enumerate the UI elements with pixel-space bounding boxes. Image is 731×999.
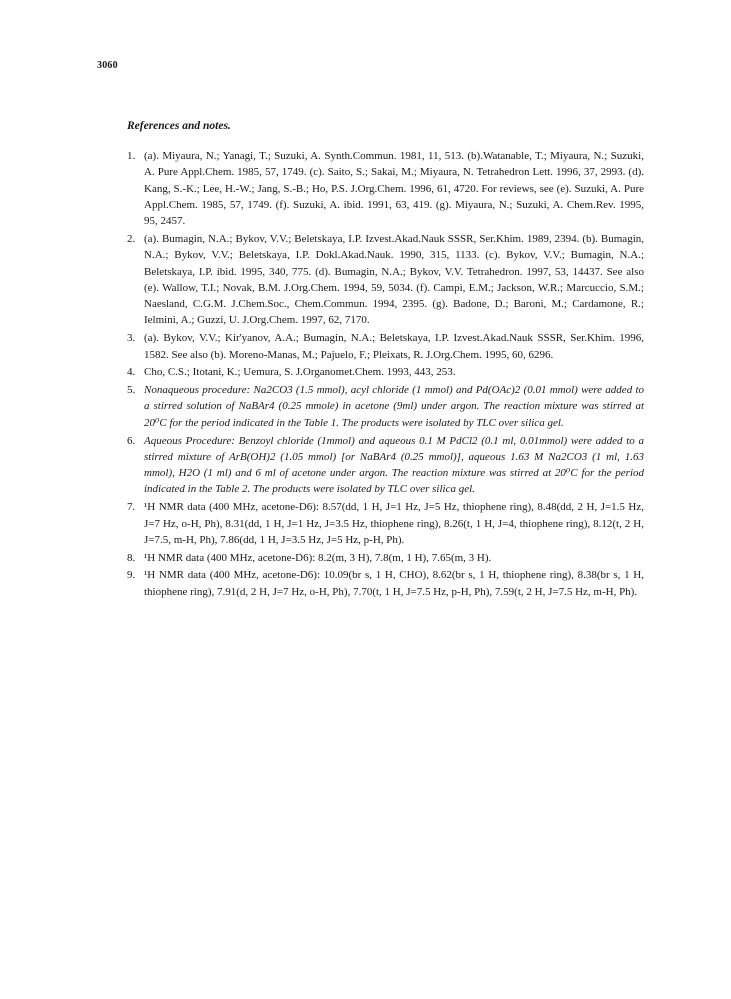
reference-4: [127, 364, 644, 380]
reference-text: Nonaqueous procedure: Na2CO3 (1.5 mmol), acyl chloride (1 mmol) and Pd(OAc)2 (0.01 mmol) were added to a stirred solution of NaBAr4 (0.25 mmole) in acetone (9ml) under argon. The reaction mixture was stirred at 20⁰C for the period indicated in the Table 1. The products were isolated by TLC over silica gel.: [144, 384, 644, 429]
reference-text: (a). Miyaura, N.; Yanagi, T.; Suzuki, A. Synth.Commun. 1981, 11, 513. (b).Watanable, T.; Miyaura, N.; Suzuki, A. Pure Appl.Chem. 1985, 57, 1749. (c). Saito, S.; Sakai, M.; Miyaura, N. Tetrahedron Lett. 1996, 37, 2993. (d). Kang, S.-K.; Lee, H.-W.; Jang, S.-B.; Ho, P.S. J.Org.Chem. 1996, 61, 4720. For reviews, see (e). Suzuki, A. Pure Appl.Chem. 1985, 57, 1749. (f). Suzuki, A. ibid. 1991, 63, 419. (g). Miyaura, N.; Suzuki, A. Chem.Rev. 1995, 95, 2457.: [144, 150, 644, 228]
reference-text: ¹H NMR data (400 MHz, acetone-D6): 8.57(dd, 1 H, J=1 Hz, J=5 Hz, thiophene ring), 8.48(dd, 2 H, J=1.5 Hz, J=7 Hz, o-H, Ph), 8.31(dd, 1 H, J=1 Hz, J=3.5 Hz, thiophene ring), 8.26(t, 1 H, J=4, thiophene ring), 8.12(t, 2 H, J=7.5, m-H, Ph), 7.86(dd, 1 H, J=3.5 Hz, J=5 Hz, p-H, Ph).: [144, 501, 644, 546]
reference-text: (a). Bumagin, N.A.; Bykov, V.V.; Beletskaya, I.P. Izvest.Akad.Nauk SSSR, Ser.Khim. 1989, 2394. (b). Bumagin, N.A.; Bykov, V.V.; Beletskaya, I.P. Dokl.Akad.Nauk. 1990, 315, 1133. (c). Bykov, V.V.; Bumagin, N.A.; Beletskaya, I.P. ibid. 1995, 340, 775. (d). Bumagin, N.A.; Bykov, V.V. Tetrahedron. 1997, 53, 14437. See also (e). Wallow, T.I.; Novak, B.M. J.Org.Chem. 1994, 59, 5034. (f). Campi, E.M.; Jackson, W.R.; Marcuccio, S.M.; Naesland, C.G.M. J.Chem.Soc., Chem.Commun. 1994, 2395. (g). Badone, D.; Baroni, M.; Cardamone, R.; Ielmini, A.; Guzzi, U. J.Org.Chem. 1997, 62, 7170.: [144, 232, 644, 327]
reference-8-nmr-data: [127, 550, 644, 566]
reference-text: Aqueous Procedure: Benzoyl chloride (1mmol) and aqueous 0.1 M PdCl2 (0.1 ml, 0.01mmol) were added to a stirred mixture of ArB(OH)2 (1.05 mmol) [or NaBAr4 (0.25 mmol)], aqueous 1.63 M Na2CO3 (1 ml, 1.63 mmol), H2O (1 ml) and 6 ml of acetone under argon. The reaction mixture was stirred at 20⁰C for the period indicated in the Table 2. The products were isolated by TLC over silica gel.: [144, 434, 644, 496]
reference-5-nonaqueous-procedure: [127, 382, 644, 431]
reference-number: 3.: [127, 332, 136, 345]
reference-9-nmr-data: [127, 567, 644, 600]
references-heading: References and notes.: [127, 120, 231, 132]
reference-text: ¹H NMR data (400 MHz, acetone-D6): 10.09(br s, 1 H, CHO), 8.62(br s, 1 H, thiophene ring), 8.38(br s, 1 H, thiophene ring), 7.91(d, 2 H, J=7 Hz, o-H, Ph), 7.70(t, 1 H, J=7.5 Hz, p-H, Ph), 7.59(t, 2 H, J=7.5 Hz, m-H, Ph).: [144, 569, 644, 598]
reference-number: 1.: [127, 150, 136, 162]
reference-number: 6.: [127, 434, 136, 447]
reference-number: 7.: [127, 501, 136, 514]
reference-6-aqueous-procedure: [127, 433, 644, 498]
reference-7-nmr-data: [127, 499, 644, 548]
reference-text: ¹H NMR data (400 MHz, acetone-D6): 8.2(m, 3 H), 7.8(m, 1 H), 7.65(m, 3 H).: [144, 551, 492, 564]
references-list: [127, 148, 644, 602]
reference-number: 4.: [127, 366, 136, 379]
reference-number: 9.: [127, 569, 136, 582]
reference-number: 5.: [127, 384, 136, 397]
reference-number: 2.: [127, 232, 136, 245]
reference-text: Cho, C.S.; Itotani, K.; Uemura, S. J.Organomet.Chem. 1993, 443, 253.: [144, 366, 456, 379]
reference-1: [127, 148, 644, 229]
reference-2: [127, 231, 644, 329]
reference-number: 8.: [127, 551, 136, 564]
page-number: 3060: [97, 60, 118, 71]
reference-3: [127, 330, 644, 363]
reference-text: (a). Bykov, V.V.; Kir'yanov, A.A.; Bumagin, N.A.; Beletskaya, I.P. Izvest.Akad.Nauk SSSR, Ser.Khim. 1996, 1582. See also (b). Moreno-Manas, M.; Pajuelo, F.; Pleixats, R. J.Org.Chem. 1995, 60, 6296.: [144, 332, 644, 361]
